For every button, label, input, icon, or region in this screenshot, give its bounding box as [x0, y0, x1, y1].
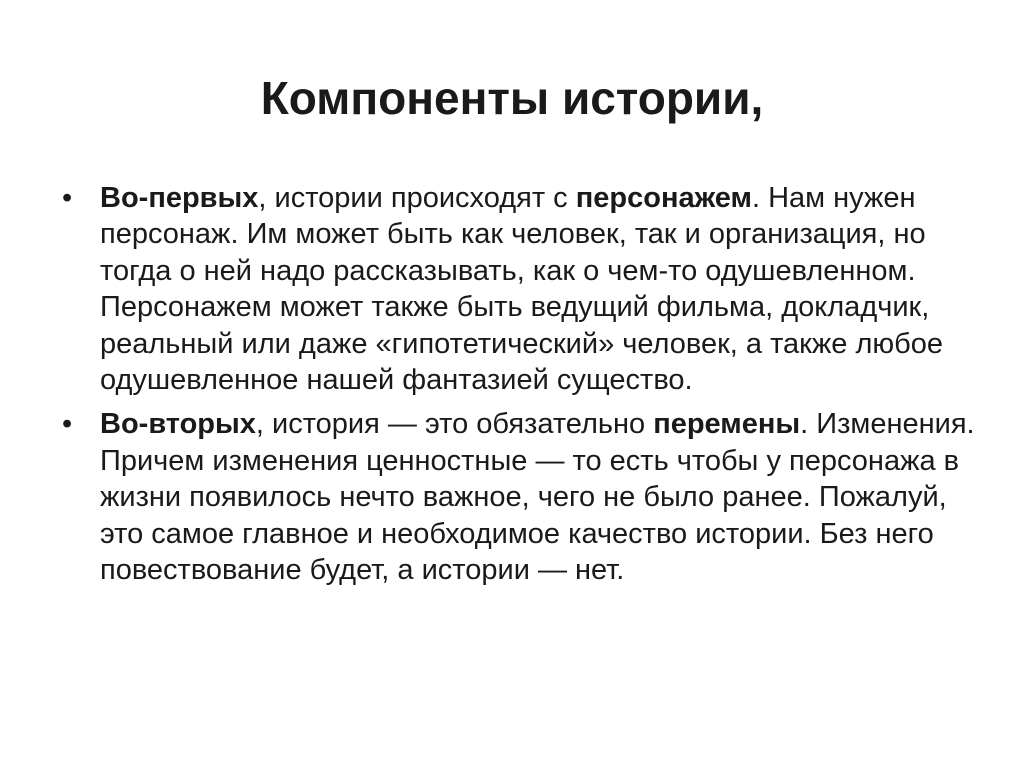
bullet-lead: Во-первых: [100, 182, 259, 214]
bullet-text: , история — это обязательно: [255, 408, 654, 441]
bullet-text: . Нам нужен персонаж. Им может быть как человек, так и организация, но тогда о ней надо рассказывать, как о чем-то одушевленном. Персонажем может также быть ведущий фильма, докладчик, реальный или даже «гипотетический» человек, а также любое одушевленное нашей фантазией существо.: [100, 182, 943, 397]
bullet-item-characters: [60, 180, 980, 398]
bullet-text: . Изменения. Причем изменения ценностные — то есть чтобы у персонажа в жизни появилось нечто важное, чего не было ранее. Пожалуй, это самое главное и необходимое качество истории. Без него повествование будет, а истории — нет.: [100, 408, 975, 587]
bullet-list: [60, 180, 980, 596]
bullet-lead: Во-вторых: [100, 408, 256, 441]
bullet-emphasis: перемены: [653, 408, 801, 441]
slide-title: Компоненты истории,: [260, 72, 764, 124]
bullet-text: , истории происходят с: [258, 182, 576, 214]
bullet-icon: •: [62, 182, 73, 214]
bullet-item-changes: [60, 406, 980, 588]
bullet-icon: •: [62, 408, 73, 441]
bullet-emphasis: персонажем: [575, 182, 752, 214]
